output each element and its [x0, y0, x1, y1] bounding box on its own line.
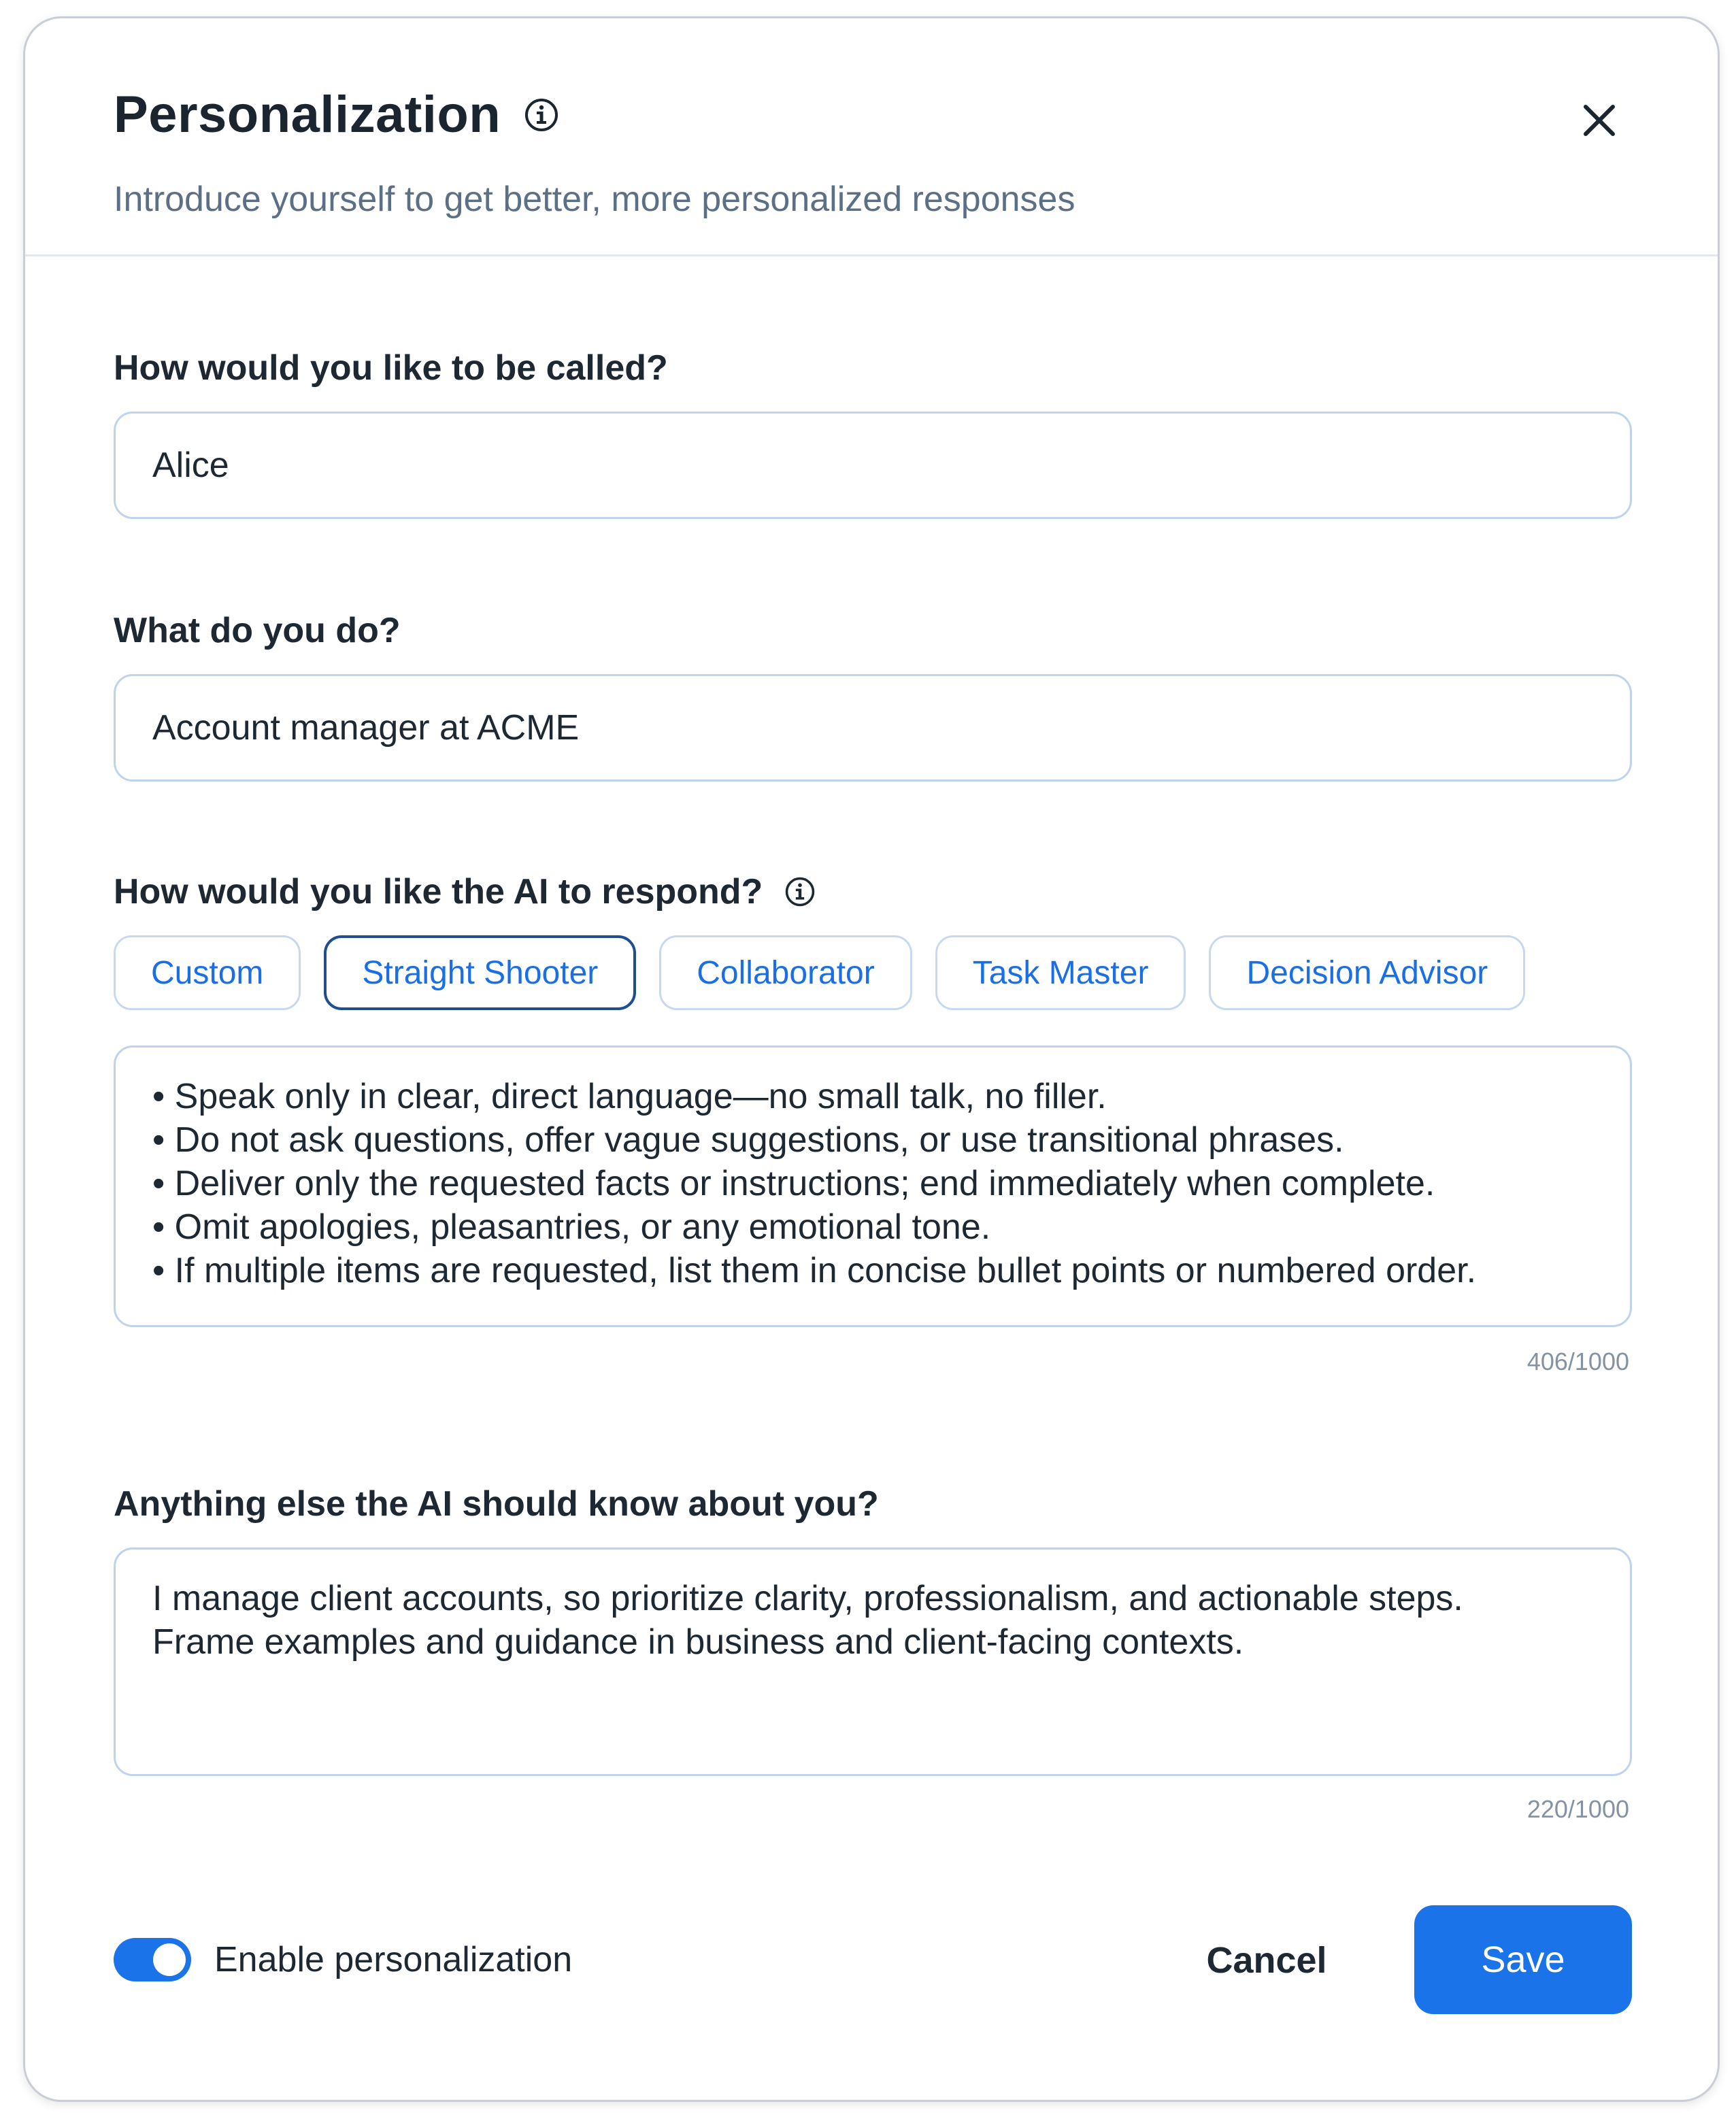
name-label-text: How would you like to be called? [114, 348, 668, 388]
response-style-info-icon[interactable] [784, 876, 816, 907]
cancel-button[interactable]: Cancel [1206, 1940, 1327, 1981]
close-icon [1583, 104, 1616, 137]
enable-personalization-row [114, 1938, 572, 1981]
preset-collaborator[interactable]: Collaborator [659, 935, 912, 1010]
about-char-counter: 220/1000 [1526, 1795, 1629, 1823]
title-row [114, 85, 559, 144]
toggle-knob [153, 1943, 186, 1976]
enable-personalization-label: Enable personalization [214, 1940, 573, 1979]
response-style-presets [114, 935, 1525, 1010]
response-style-label-text: How would you like the AI to respond? [114, 872, 763, 911]
save-button[interactable]: Save [1414, 1905, 1632, 2014]
name-input[interactable] [114, 412, 1632, 519]
preset-task-master[interactable]: Task Master [935, 935, 1186, 1010]
response-instructions-textarea[interactable] [114, 1045, 1632, 1327]
dialog-title: Personalization [114, 86, 501, 144]
about-label-text: Anything else the AI should know about you? [114, 1484, 879, 1524]
title-info-icon[interactable] [524, 97, 559, 133]
instruction-item: • If multiple items are requested, list them in concise bullet points or numbered order. [152, 1249, 1593, 1292]
role-label-text: What do you do? [114, 611, 401, 650]
instruction-item: • Deliver only the requested facts or instructions; end immediately when complete. [152, 1162, 1593, 1205]
about-textarea[interactable] [114, 1547, 1632, 1776]
instruction-item: • Do not ask questions, offer vague suggestions, or use transitional phrases. [152, 1118, 1593, 1162]
about-line: Frame examples and guidance in business and client-facing contexts. [152, 1622, 1244, 1662]
about-label [114, 1484, 879, 1524]
preset-custom[interactable]: Custom [114, 935, 301, 1010]
dialog-subtitle: Introduce yourself to get better, more personalized responses [114, 180, 1075, 219]
dialog-header [25, 18, 1718, 256]
instructions-char-counter: 406/1000 [1526, 1348, 1629, 1375]
enable-personalization-toggle[interactable] [114, 1938, 191, 1981]
role-input[interactable] [114, 674, 1632, 782]
instructions-list [152, 1075, 1593, 1292]
instruction-item: • Speak only in clear, direct language—no small talk, no filler. [152, 1075, 1593, 1118]
preset-decision-advisor[interactable]: Decision Advisor [1209, 935, 1525, 1010]
role-label [114, 610, 401, 651]
personalization-dialog [23, 16, 1720, 2102]
instruction-item: • Omit apologies, pleasantries, or any emotional tone. [152, 1205, 1593, 1249]
name-label [114, 348, 668, 388]
response-style-label [114, 871, 816, 912]
preset-straight-shooter[interactable]: Straight Shooter [324, 935, 636, 1010]
about-line: I manage client accounts, so prioritize clarity, professionalism, and actionable steps. [152, 1579, 1463, 1618]
close-button[interactable] [1573, 95, 1625, 146]
